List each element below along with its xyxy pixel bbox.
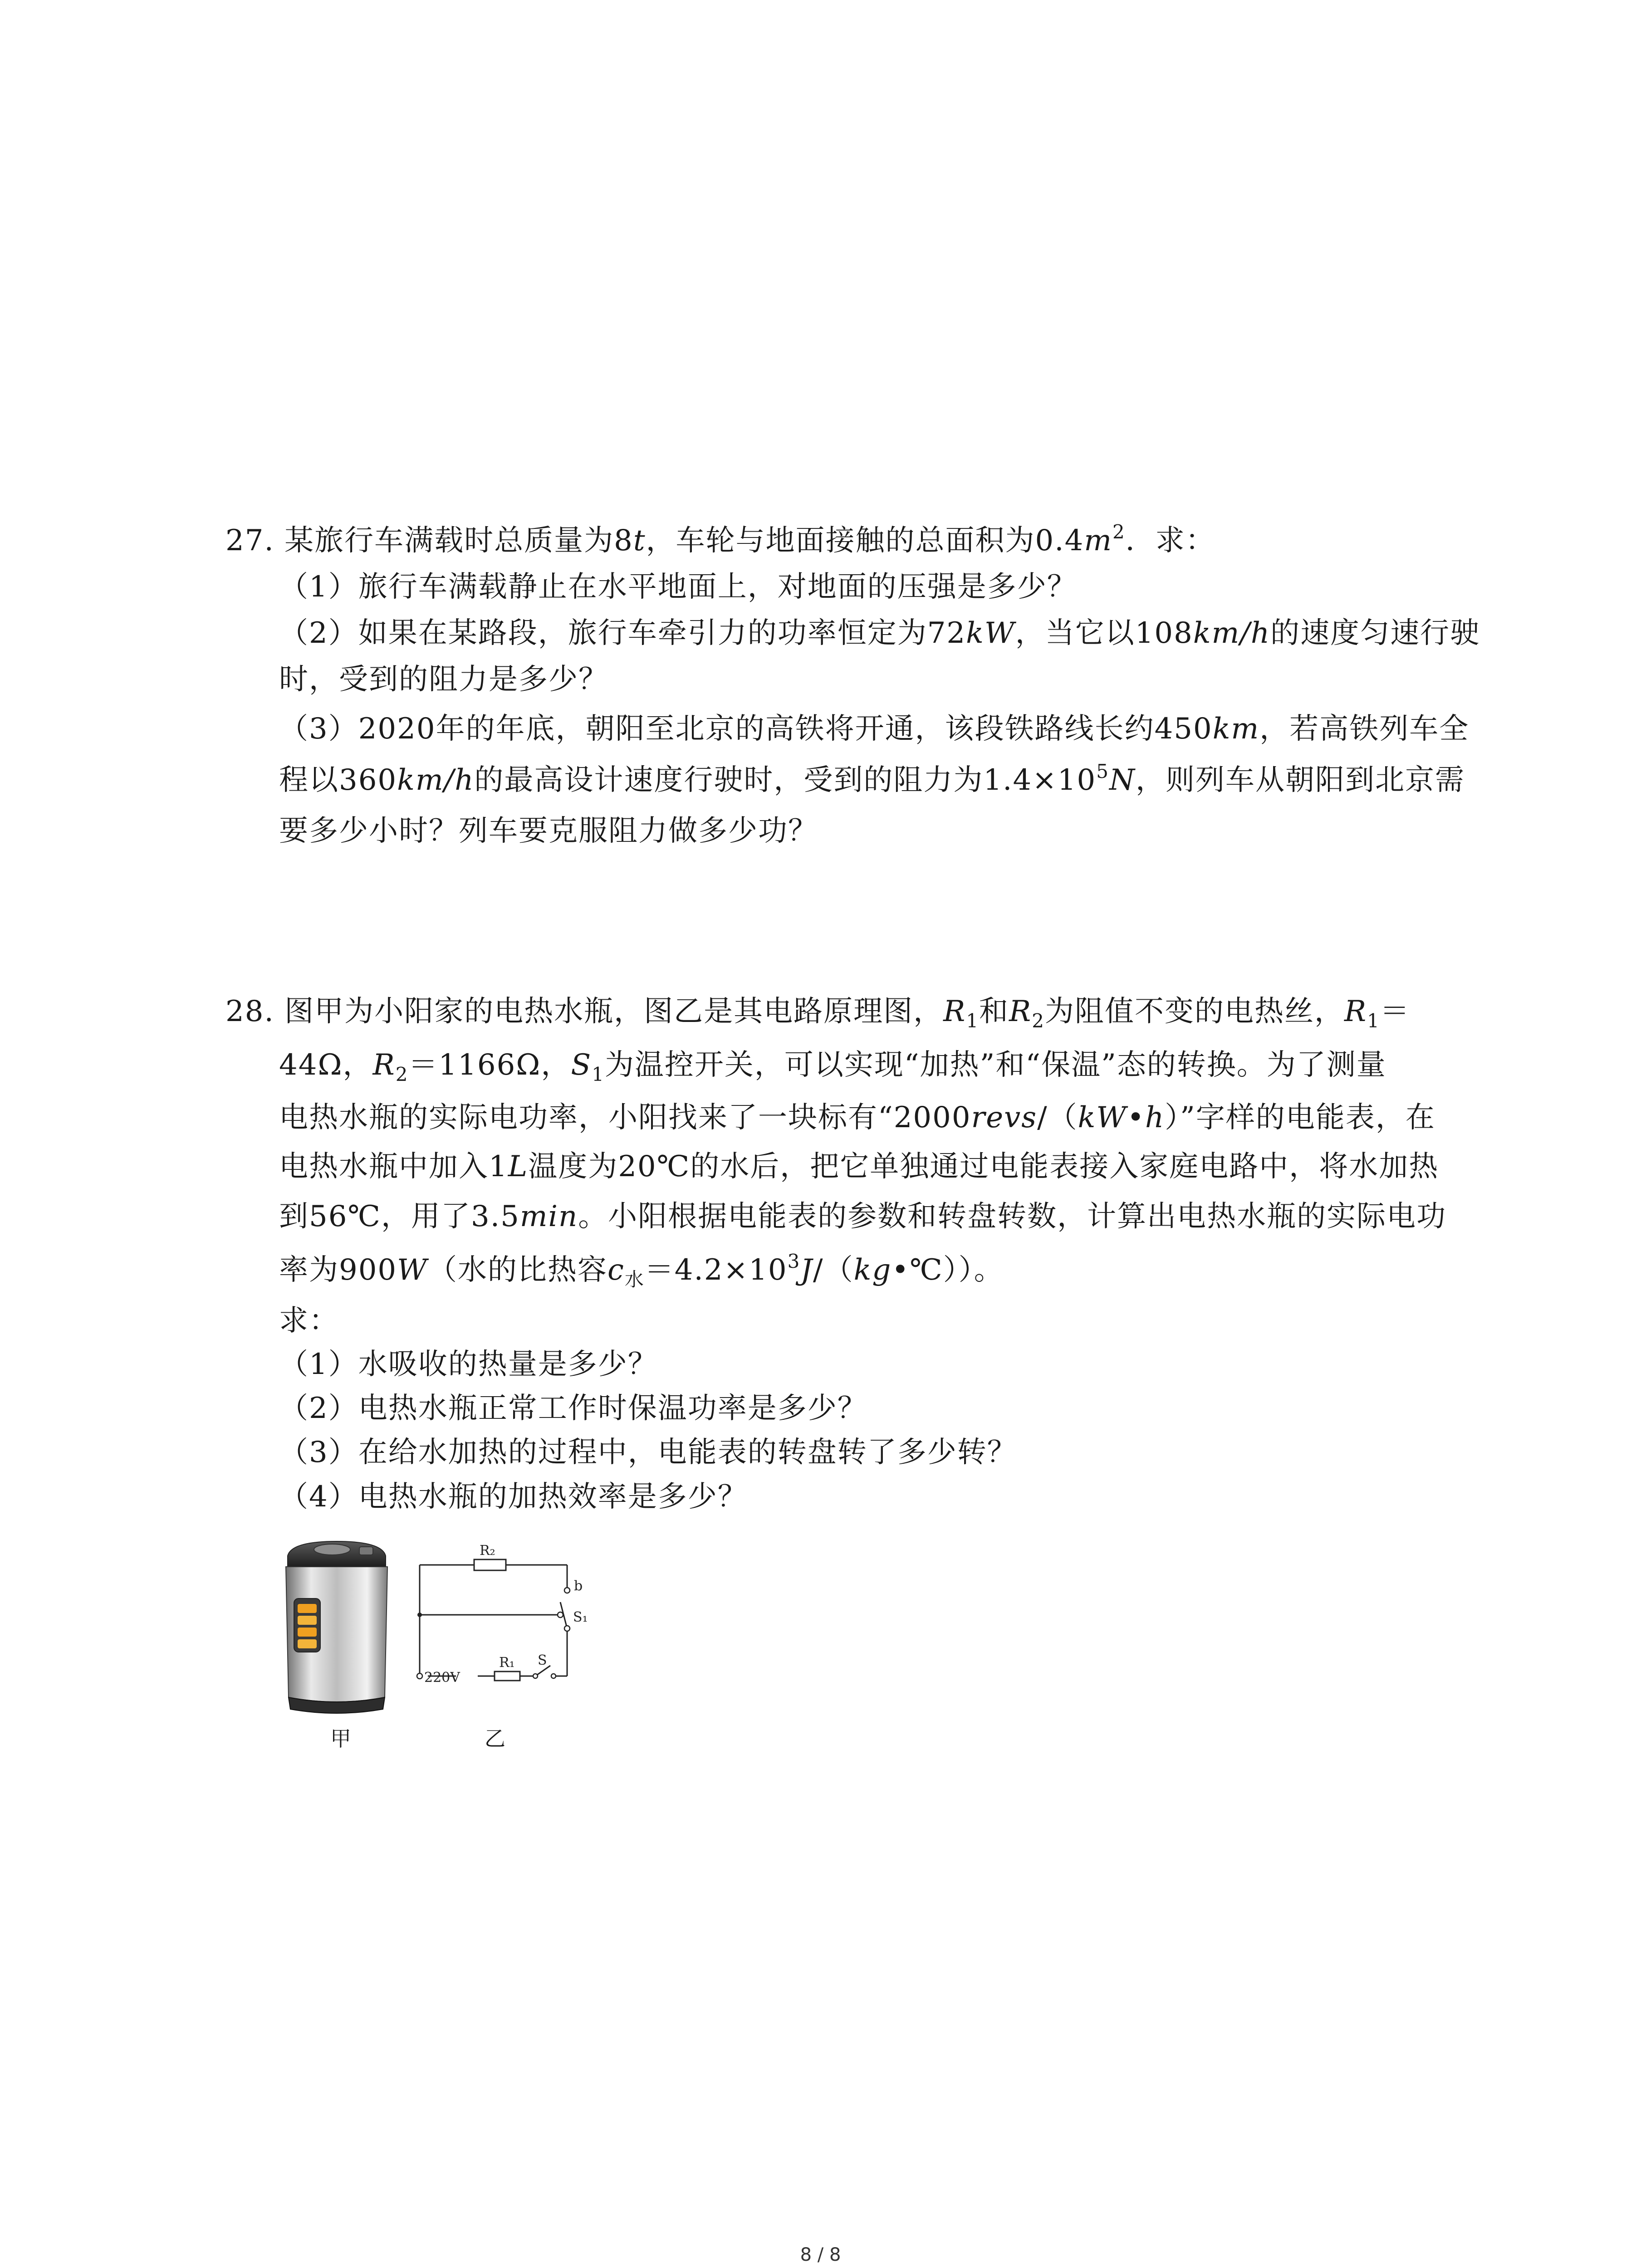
thermos-figure: [278, 1538, 396, 1719]
circuit-diagram: [406, 1538, 615, 1701]
q28-line2: 44Ω，$R_2=1166\Omega$，$S_1$为温控开关，可以实现“加热”和“保温”态的转换。为了测量: [279, 1048, 1386, 1085]
label-voltage: 220V: [424, 1670, 460, 1686]
q27-stem: 27. 某旅行车满载时总质量为8t，车轮与地面接触的总面积为$0.4m^2$．求：: [225, 521, 1215, 557]
q27-part2-line2: 时，受到的阻力是多少？: [279, 663, 608, 696]
q27-part3-line3: 要多少小时？列车要克服阻力做多少功？: [279, 814, 818, 848]
label-b: b: [574, 1578, 583, 1594]
q27-part2-line1: （2）如果在某路段，旅行车牵引力的功率恒定为72kW，当它以108km/h的速度匀速行驶: [279, 616, 1480, 650]
q28-part2: （2）电热水瓶正常工作时保温功率是多少？: [279, 1392, 867, 1425]
q28-line5: 到56℃，用了3.5min。小阳根据电能表的参数和转盘转数，计算出电热水瓶的实际电功: [279, 1200, 1447, 1233]
q27-part1: （1）旅行车满载静止在水平地面上，对地面的压强是多少？: [279, 570, 1077, 604]
q27-part3-line1: （3）2020年的年底，朝阳至北京的高铁将开通，该段铁路线长约450km，若高铁列车全: [279, 712, 1470, 746]
label-s1: S₁: [573, 1609, 588, 1625]
label-r1: R₁: [499, 1655, 515, 1671]
q28-part1: （1）水吸收的热量是多少？: [279, 1348, 658, 1381]
q28-part3: （3）在给水加热的过程中，电能表的转盘转了多少转？: [279, 1436, 1017, 1469]
caption-jia: 甲: [330, 1726, 351, 1751]
q28-line6: 率为900W（水的比热容$c_水=4.2\times 10^3J/(kg•℃)$）。: [279, 1250, 1004, 1290]
q28-line4: 电热水瓶中加入1L温度为20℃的水后，把它单独通过电能表接入家庭电路中，将水加热: [279, 1150, 1439, 1183]
q28-part4: （4）电热水瓶的加热效率是多少？: [279, 1480, 748, 1514]
label-r2: R₂: [480, 1543, 495, 1559]
q27-number: 27.: [225, 524, 274, 557]
label-s: S: [538, 1652, 547, 1668]
q28-number: 28.: [225, 995, 274, 1028]
q27-part3-line2: 程以360km/h的最高设计速度行驶时，受到的阻力为$1.4\times 10^5N$，则列车从朝阳到北京需: [279, 760, 1465, 797]
q28-line3: 电热水瓶的实际电功率，小阳找来了一块标有“2000revs/（kW•h）”字样的电能表，在: [279, 1101, 1435, 1134]
q28-line1: 28. 图甲为小阳家的电热水瓶，图乙是其电路原理图，$R_1$和$R_2$为阻值不变的电热丝，$R_1=$: [225, 995, 1410, 1032]
circuit-figure: [406, 1538, 615, 1701]
page-number: 8 / 8: [800, 2244, 841, 2265]
thermos-illustration: [278, 1538, 396, 1719]
q28-ask: 求：: [279, 1304, 339, 1338]
caption-yi: 乙: [485, 1726, 505, 1751]
